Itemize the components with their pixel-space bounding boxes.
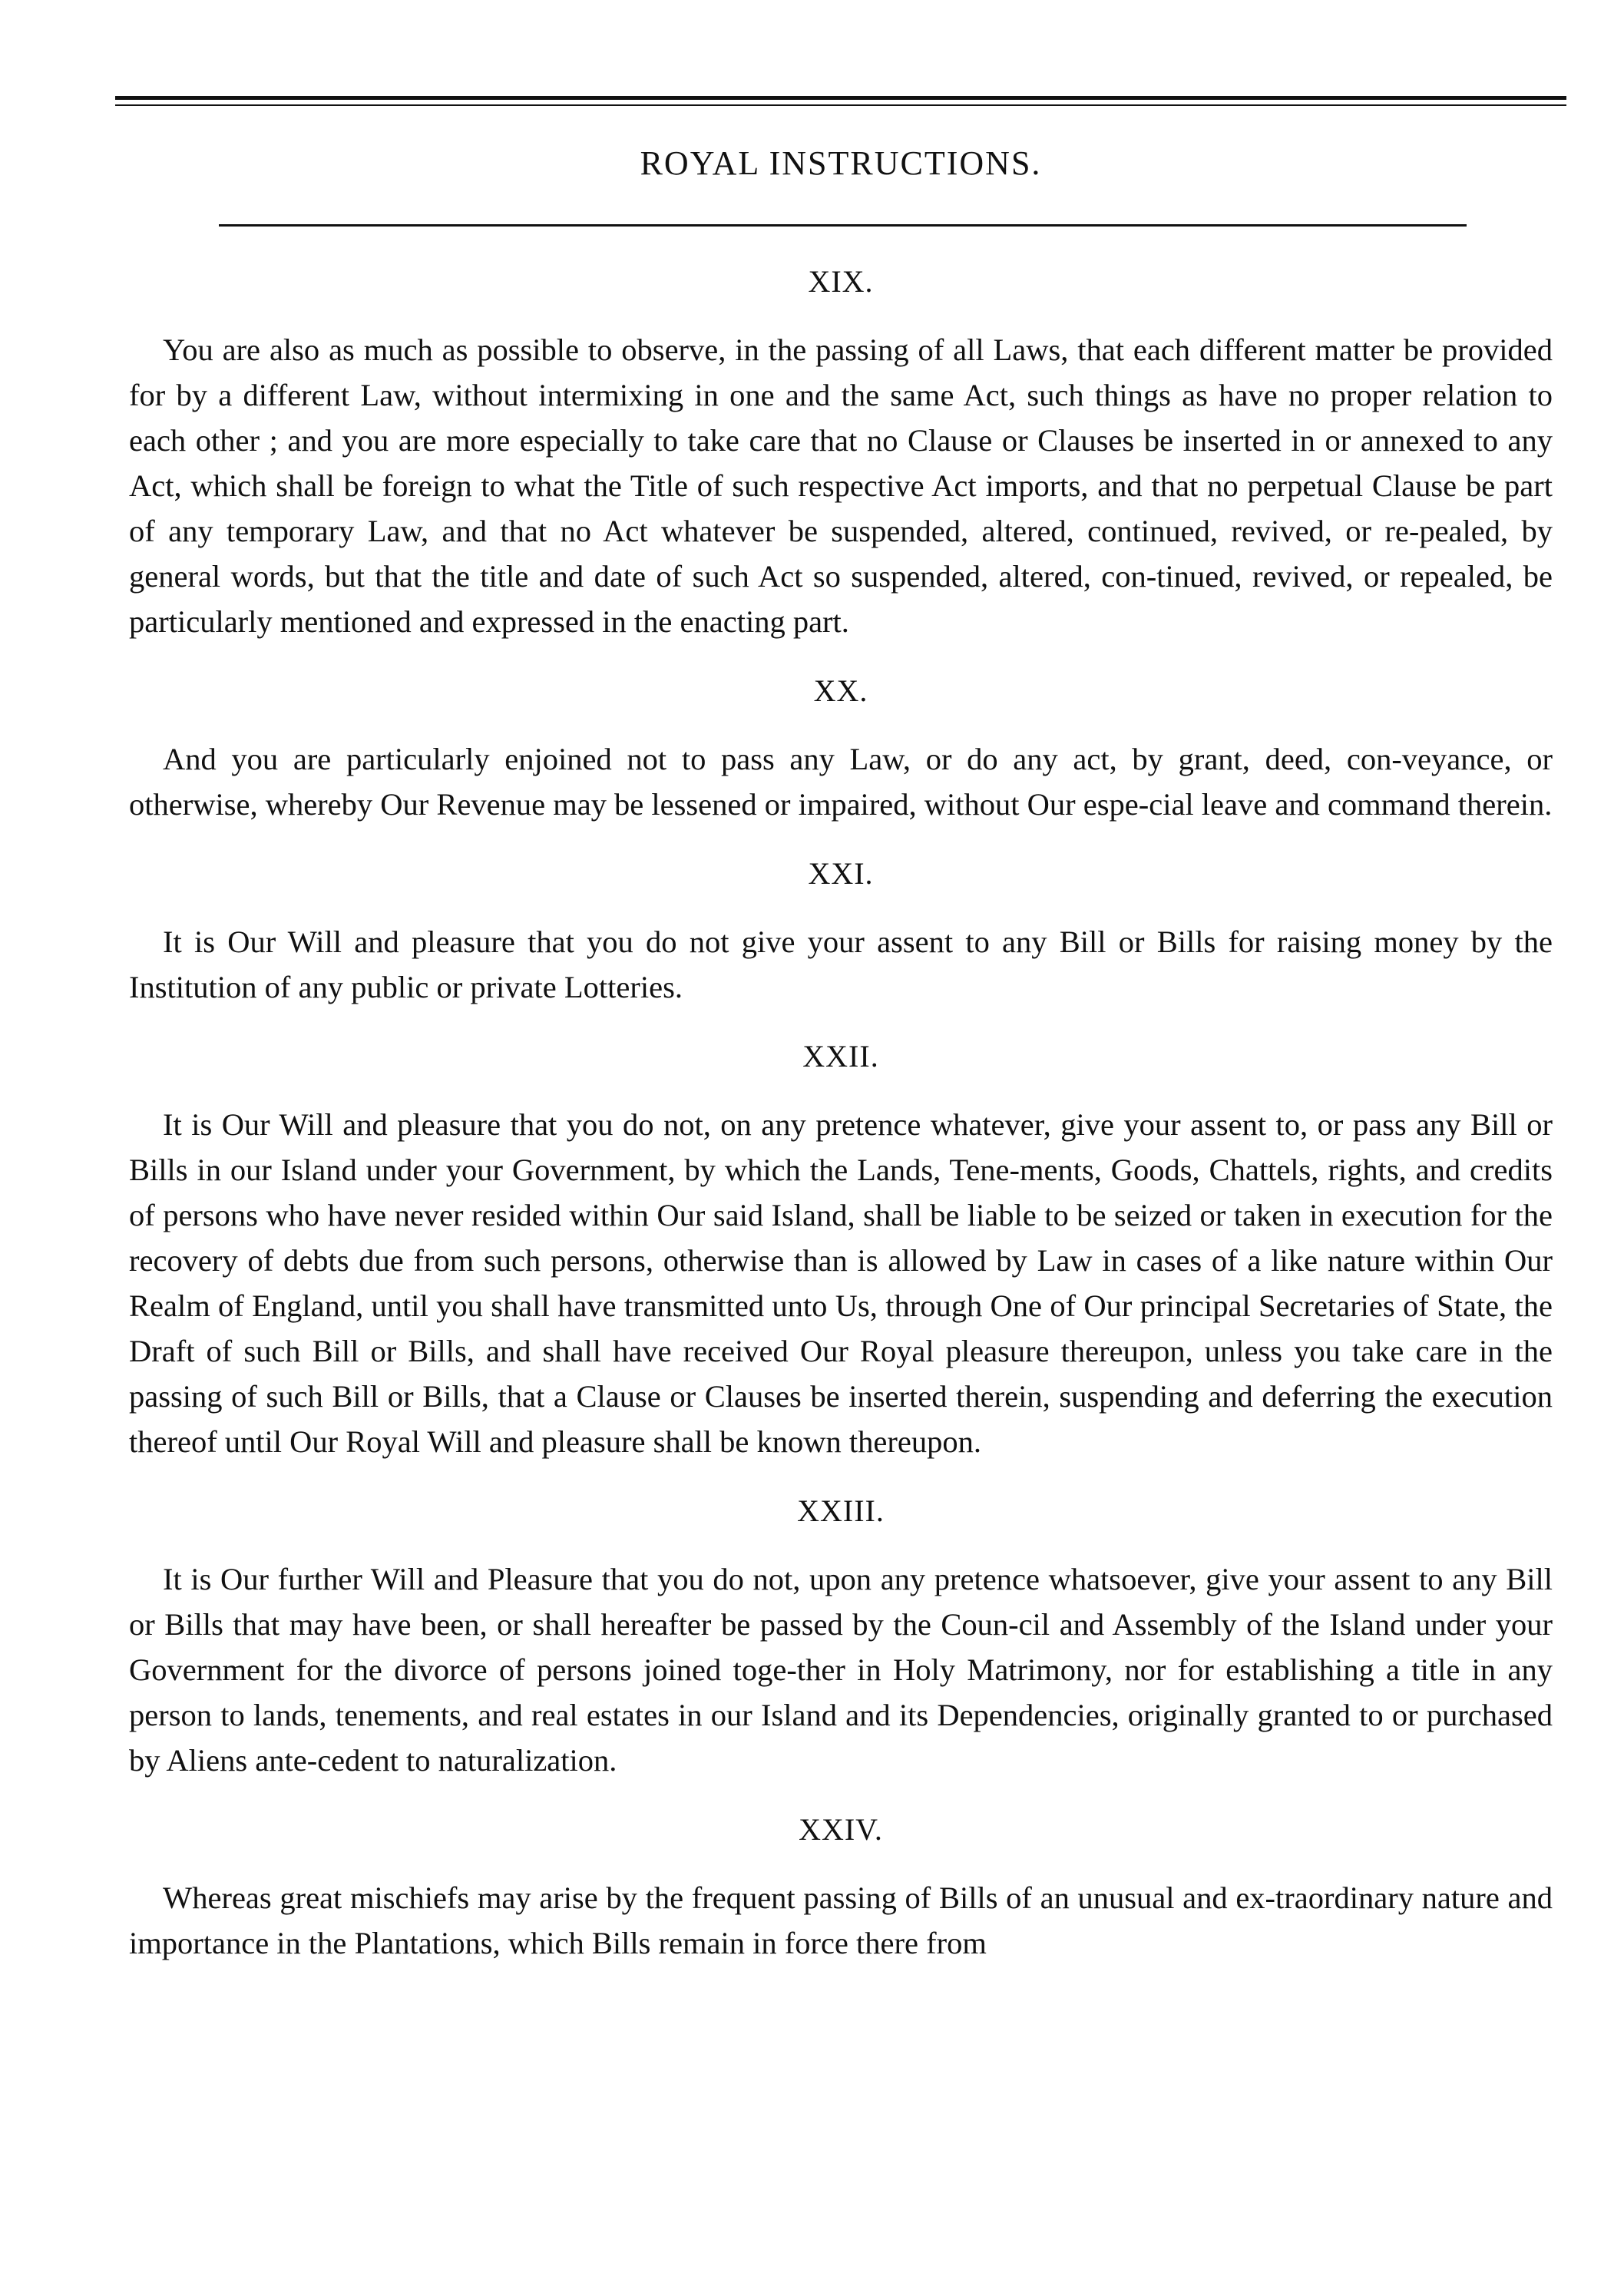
body-text (129, 253, 1553, 1993)
section-heading: XX. (813, 673, 868, 708)
section-heading: XXI. (808, 856, 874, 891)
section-paragraph: You are also as much as possible to observe, in the passing of all Laws, that each different matter be provided for by a different Law, without intermixing in one and the same Act, such things as have no proper relation to each other ; and you are more especially to take care that no Clause or Clauses be inserted in or annexed to any Act, which shall be foreign to what the Title of such respective Act imports, and that no perpetual Clause be part of any temporary Law, and that no Act whatever be suspended, altered, continued, revived, or re-pealed, by general words, but that the title and date of such Act so suspended, altered, con-tinued, revived, or repealed, be particularly mentioned and expressed in the enacting part. (129, 332, 1553, 639)
header-rule (219, 224, 1467, 227)
section-paragraph: Whereas great mischiefs may arise by the frequent passing of Bills of an unusual and ex-traordinary nature and importance in the Plantations, which Bills remain in force there from (129, 1880, 1553, 1960)
running-head-title: ROYAL INSTRUCTIONS. (640, 144, 1042, 182)
section-xx (129, 672, 1553, 827)
section-xxi (129, 855, 1553, 1010)
top-double-rule-thin (115, 104, 1566, 106)
section-heading: XIX. (808, 264, 874, 299)
section-paragraph: It is Our Will and pleasure that you do not, on any pretence whatever, give your assent to, or pass any Bill or Bills in our Island under your Government, by which the Lands, Tene-ments, Goods, Chattels, rights, and credits of persons who have never resided within Our said Island, shall be liable to be seized or taken in execution for the recovery of debts due from such persons, otherwise than is allowed by Law in cases of a like nature within Our Realm of England, until you shall have transmitted unto Us, through One of Our principal Secretaries of State, the Draft of such Bill or Bills, and shall have received Our Royal pleasure thereupon, unless you take care in the passing of such Bill or Bills, that a Clause or Clauses be inserted therein, suspending and deferring the execution thereof until Our Royal Will and pleasure shall be known thereupon. (129, 1107, 1553, 1459)
section-xxii (129, 1037, 1553, 1464)
section-heading: XXIV. (799, 1812, 883, 1847)
section-xxiv (129, 1811, 1553, 1966)
section-xxiii (129, 1492, 1553, 1783)
section-paragraph: And you are particularly enjoined not to pass any Law, or do any act, by grant, deed, con-veyance, or otherwise, whereby Our Revenue may be lessened or impaired, without Our espe-cial leave and command therein. (129, 742, 1553, 822)
top-double-rule-thick (115, 96, 1566, 100)
section-paragraph: It is Our Will and pleasure that you do not give your assent to any Bill or Bills for raising money by the Institution of any public or private Lotteries. (129, 925, 1553, 1004)
section-xix (129, 263, 1553, 644)
section-paragraph: It is Our further Will and Pleasure that you do not, upon any pretence whatsoever, give your assent to any Bill or Bills that may have been, or shall hereafter be passed by the Coun-cil and Assembly of the Island under your Government for the divorce of persons joined toge-ther in Holy Matrimony, nor for establishing a title in any person to lands, tenements, and real estates in our Island and its Dependencies, originally granted to or purchased by Aliens ante-cedent to naturalization. (129, 1562, 1553, 1778)
section-heading: XXII. (802, 1039, 879, 1073)
section-heading: XXIII. (797, 1493, 885, 1528)
